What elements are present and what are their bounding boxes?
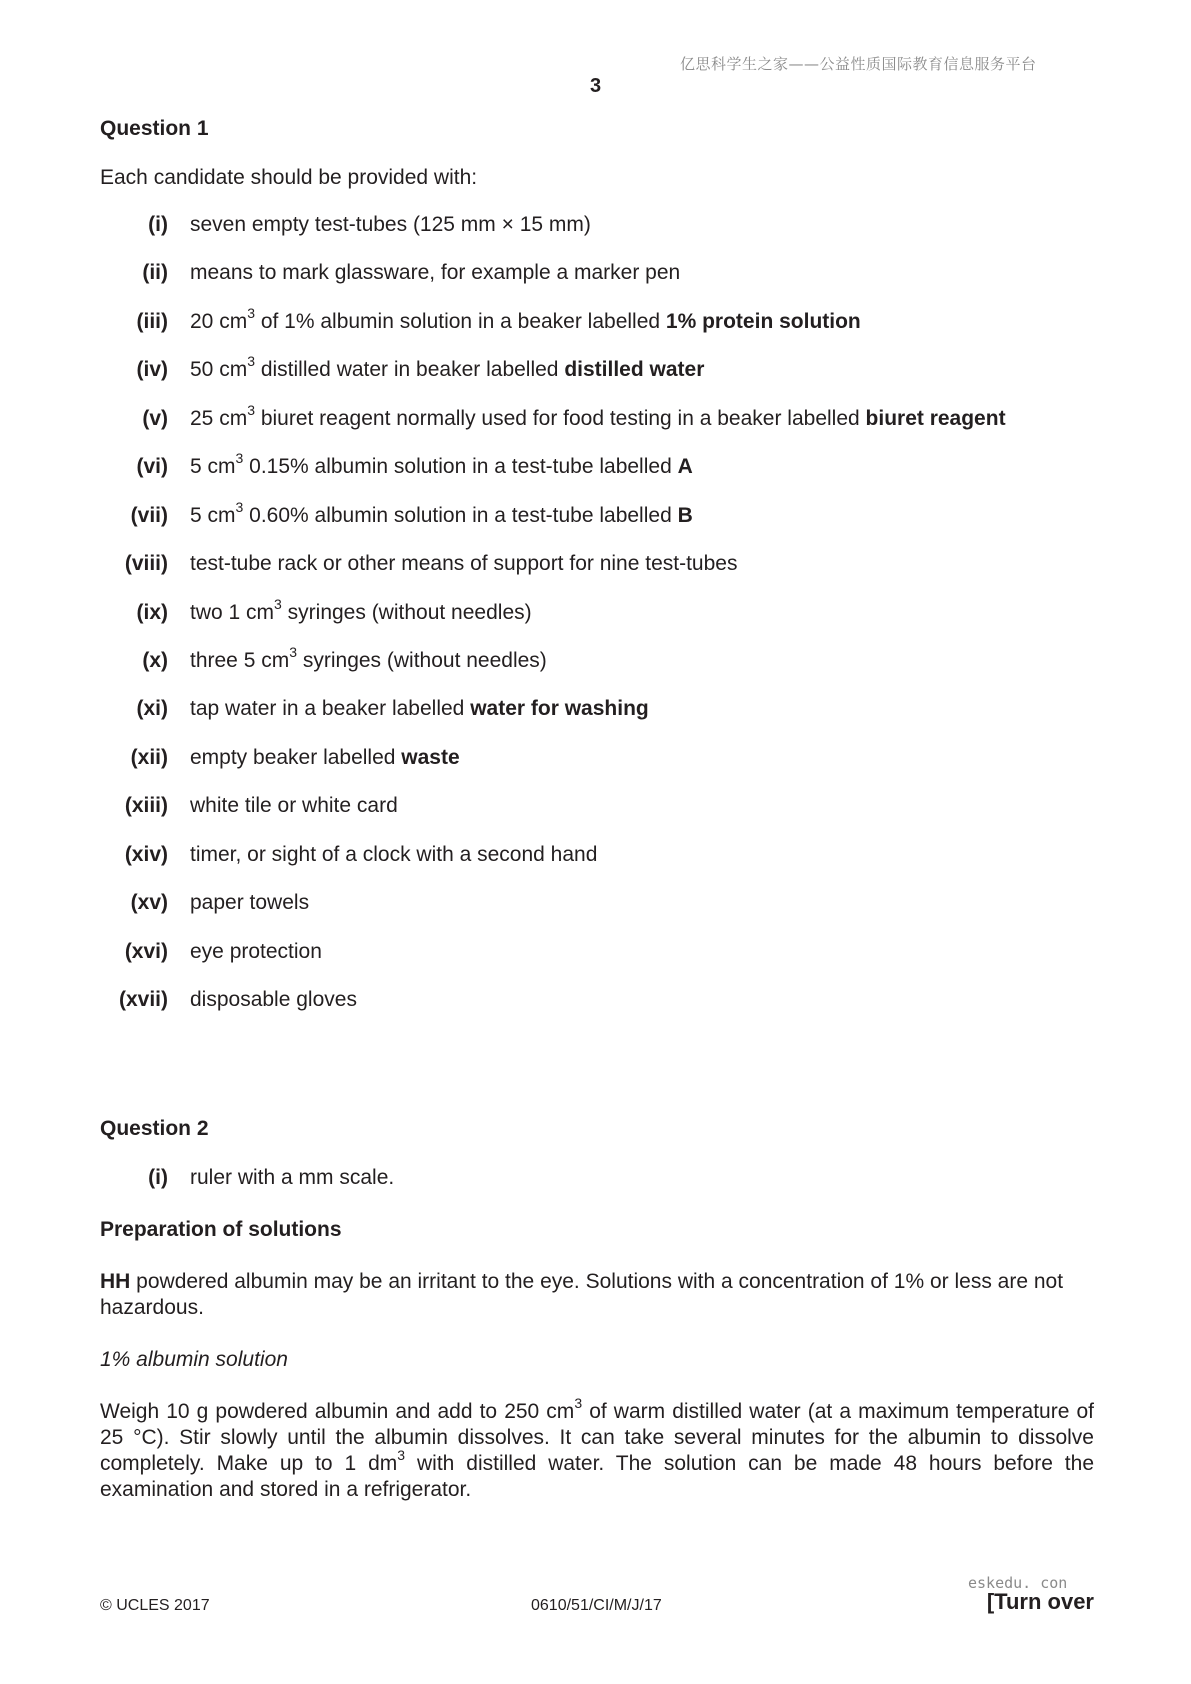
page-number: 3 — [589, 75, 602, 97]
item-text — [190, 940, 322, 964]
solution-instructions — [100, 1395, 1095, 1503]
list-item — [0, 213, 1191, 243]
item-text-pre: 5 cm — [190, 455, 236, 479]
item-text — [190, 794, 398, 818]
item-number: (xvi) — [124, 939, 168, 963]
solution-sup-1: 3 — [574, 1395, 583, 1411]
watermark-header: 亿思科学生之家——公益性质国际教育信息服务平台 — [680, 55, 1037, 73]
item-number: (i) — [148, 1166, 168, 1189]
item-text — [190, 697, 649, 721]
item-number: (xi) — [136, 697, 168, 721]
list-item — [0, 1166, 1191, 1196]
list-item — [0, 304, 1191, 340]
item-text — [190, 746, 460, 770]
item-text-pre: 25 cm — [190, 406, 248, 430]
item-text — [190, 1166, 394, 1190]
item-text-bold: distilled water — [564, 358, 705, 382]
item-number: (iv) — [136, 358, 168, 382]
item-text — [190, 304, 861, 334]
item-text-sup: 3 — [247, 304, 255, 321]
preparation-heading: Preparation of solutions — [100, 1218, 342, 1241]
item-number: (v) — [142, 406, 168, 430]
list-item — [0, 450, 1191, 485]
list-item — [0, 794, 1191, 824]
item-number: (iii) — [136, 309, 168, 333]
item-text-mid: 0.60% albumin solution in a test-tube labelled — [243, 503, 678, 527]
list-item — [0, 552, 1191, 582]
solution-sup-2: 3 — [397, 1447, 406, 1463]
item-text-bold: B — [677, 503, 693, 527]
footer-turn-over: [Turn over — [986, 1589, 1094, 1614]
item-text-mid: of 1% albumin solution in a beaker labelled — [254, 309, 666, 333]
hazard-label: HH — [100, 1270, 131, 1293]
item-text-text: paper towels — [190, 891, 310, 915]
list-item — [0, 988, 1191, 1018]
list-item — [0, 401, 1191, 437]
item-number: (i) — [148, 213, 168, 236]
item-number: (ix) — [136, 600, 168, 624]
item-number: (xii) — [130, 745, 168, 769]
solution-text-2: of warm distilled water (at a maximum temperature of 25 °C). Stir slowly until the albumin dissolves. It can take several minutes for the albumin to dissolve completely. Make up to 1 dm — [100, 1400, 1094, 1475]
item-text-sup: 3 — [247, 401, 255, 418]
item-number: (xiv) — [124, 842, 168, 866]
item-text-bold: A — [677, 455, 693, 479]
item-text — [190, 498, 693, 528]
item-text — [190, 843, 597, 867]
item-text-mid: syringes (without needles) — [297, 648, 547, 672]
list-item — [0, 595, 1191, 631]
hazard-text: powdered albumin may be an irritant to the eye. Solutions with a concentration of 1% or less are not hazardous. — [100, 1270, 1064, 1319]
item-text — [190, 401, 1006, 431]
solution-subheading: 1% albumin solution — [100, 1348, 288, 1371]
item-text-pre: 20 cm — [190, 309, 248, 333]
item-number: (xiii) — [124, 794, 168, 818]
solution-text-3: with distilled water. The solution can be made 48 hours before the examination and stored in a refrigerator. — [100, 1452, 1095, 1501]
item-text-mid: distilled water in beaker labelled — [254, 358, 565, 382]
item-number: (vi) — [136, 455, 168, 479]
item-text-bold: waste — [401, 745, 460, 769]
question-1-heading: Question 1 — [100, 117, 209, 140]
item-text-text: ruler with a mm scale. — [190, 1166, 395, 1189]
hazard-paragraph — [100, 1269, 1094, 1321]
item-text-sup: 3 — [247, 353, 255, 370]
item-text-sup: 3 — [235, 450, 244, 467]
item-text-pre: 50 cm — [190, 358, 248, 382]
item-text-pre: two 1 cm — [190, 600, 275, 624]
item-text-mid: tap water in a beaker labelled — [190, 697, 471, 721]
item-text — [190, 552, 737, 576]
item-text-mid: biuret reagent normally used for food testing in a beaker labelled — [254, 406, 866, 430]
item-text-bold: water for washing — [470, 697, 649, 721]
item-text — [190, 595, 532, 625]
list-item — [0, 940, 1191, 970]
item-text — [190, 891, 309, 915]
item-number: (xvii) — [118, 988, 168, 1012]
list-item — [0, 353, 1191, 388]
list-item — [0, 261, 1191, 291]
item-text-text: disposable gloves — [190, 988, 357, 1012]
item-text-pre: three 5 cm — [190, 648, 290, 672]
list-item — [0, 746, 1191, 776]
item-text-text: eye protection — [190, 939, 322, 963]
item-text-text: white tile or white card — [190, 794, 398, 818]
item-number: (viii) — [124, 552, 168, 576]
item-text-mid: empty beaker labelled — [190, 745, 402, 769]
item-text-sup: 3 — [235, 498, 244, 515]
item-text-pre: 5 cm — [190, 503, 236, 527]
item-text — [190, 353, 705, 382]
list-item — [0, 891, 1191, 921]
list-item — [0, 843, 1191, 873]
item-text — [190, 213, 591, 237]
item-text-text: seven empty test-tubes (125 mm × 15 mm) — [190, 213, 591, 236]
solution-text-1: Weigh 10 g powdered albumin and add to 250 cm — [100, 1400, 575, 1423]
item-text-bold: 1% protein solution — [665, 309, 861, 333]
item-text-mid: syringes (without needles) — [281, 600, 532, 624]
question-2-heading: Question 2 — [100, 1117, 209, 1140]
item-text-text: means to mark glassware, for example a marker pen — [190, 261, 681, 285]
item-number: (ii) — [142, 261, 168, 285]
item-text-sup: 3 — [289, 643, 298, 660]
item-text — [190, 643, 547, 673]
item-text-text: test-tube rack or other means of support for nine test-tubes — [190, 552, 738, 576]
item-text — [190, 450, 693, 479]
list-item — [0, 498, 1191, 534]
footer-copyright: © UCLES 2017 — [100, 1597, 210, 1614]
item-text-mid: 0.15% albumin solution in a test-tube labelled — [243, 455, 678, 479]
item-text — [190, 988, 357, 1012]
item-text — [190, 261, 680, 285]
item-text-sup: 3 — [274, 595, 282, 612]
list-item — [0, 643, 1191, 679]
item-text-bold: biuret reagent — [865, 406, 1006, 430]
list-item — [0, 697, 1191, 727]
question-1-intro: Each candidate should be provided with: — [100, 166, 478, 189]
watermark-footer: eskedu. con — [968, 1574, 1068, 1592]
item-number: (xv) — [130, 891, 168, 915]
item-number: (vii) — [130, 503, 168, 527]
footer-paper-code: 0610/51/CI/M/J/17 — [531, 1597, 662, 1614]
item-text-text: timer, or sight of a clock with a second hand — [190, 842, 598, 866]
item-number: (x) — [142, 648, 168, 672]
